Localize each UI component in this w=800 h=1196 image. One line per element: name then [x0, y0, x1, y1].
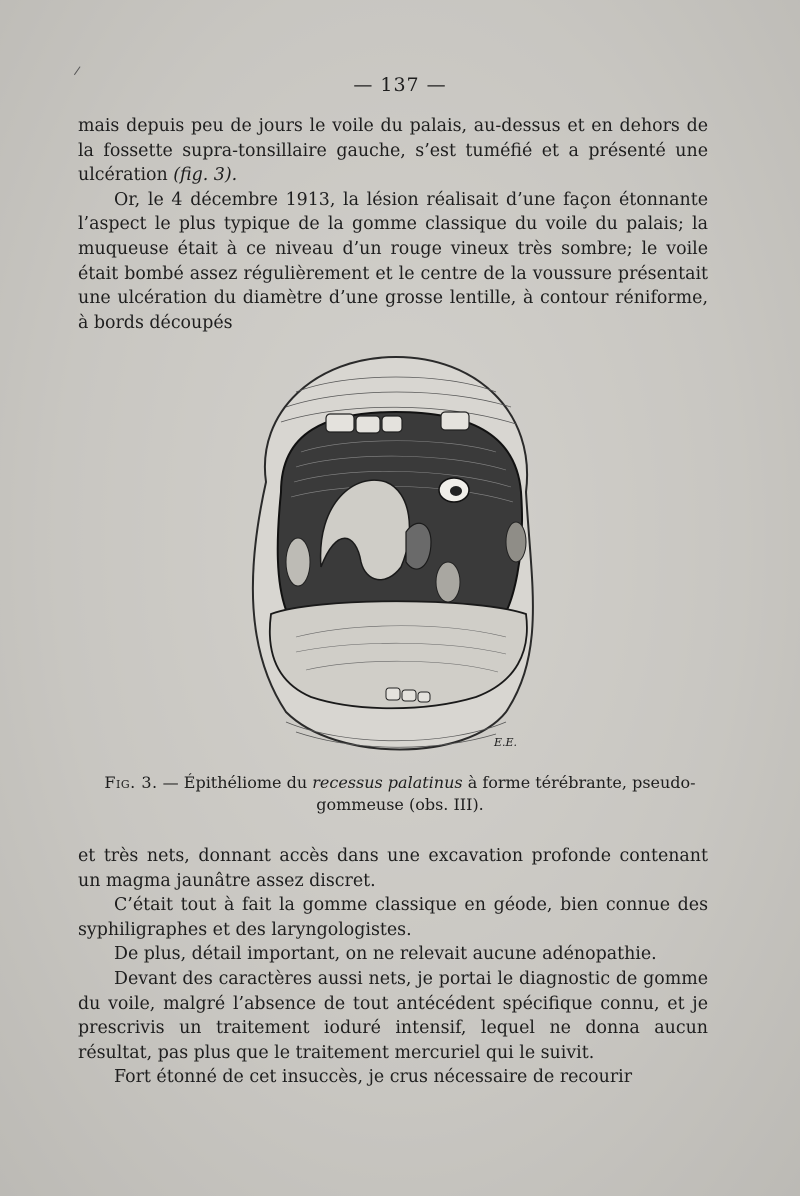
- caption-rest: à forme térébrante, pseudo-gommeuse (obs. III).: [316, 773, 696, 814]
- text-block-top: [78, 114, 708, 335]
- paragraph-1: [78, 114, 708, 188]
- paragraph-6: Devant des caractères aussi nets, je portai le diagnostic de gomme du voile, malgré l’absence de tout antécédent spécifique connu, et je prescrivis un traitement ioduré intensif, lequel ne donna aucun résultat, pas plus que le traitement mercuriel qui le suivit.: [78, 968, 708, 1063]
- figure-caption: [100, 772, 700, 815]
- paragraph-3: et très nets, donnant accès dans une excavation profonde contenant un magma jaunâtre assez discret.: [78, 846, 708, 891]
- paragraph-5: De plus, détail important, on ne relevait aucune adénopathie.: [114, 944, 657, 965]
- paragraph-2: Or, le 4 décembre 1913, la lésion réalisait d’une façon étonnante l’aspect le plus typique de la gomme classique du voile du palais; la muqueuse était à ce niveau d’un rouge vineux très sombre; le voile était bombé assez régulièrement et le centre de la voussure présentait une ulcération du diamètre d’une grosse lentille, à contour réniforme, à bords découpés: [78, 189, 708, 333]
- paragraph-1-text: mais depuis peu de jours le voile du palais, au-dessus et en dehors de la fossette supra-tonsillaire gauche, s’est tuméfié et a présenté une ulcération: [78, 116, 708, 186]
- page-number: — 137 —: [353, 74, 447, 96]
- text-block-bottom: [78, 844, 708, 1090]
- figure-initials: E.E.: [494, 736, 518, 749]
- caption-italic: recessus palatinus: [312, 773, 463, 792]
- caption-label: Fig. 3.: [104, 773, 158, 792]
- figure-illustration: [226, 352, 566, 762]
- paragraph-4: C’était tout à fait la gomme classique en géode, bien connue des syphiligraphes et des laryngologistes.: [78, 895, 708, 940]
- figure-reference: (fig. 3).: [173, 165, 238, 186]
- mouth-illustration: [226, 352, 566, 762]
- paragraph-7: Fort étonné de cet insuccès, je crus nécessaire de recourir: [114, 1067, 633, 1088]
- caption-dash: — Épithéliome du: [157, 773, 313, 792]
